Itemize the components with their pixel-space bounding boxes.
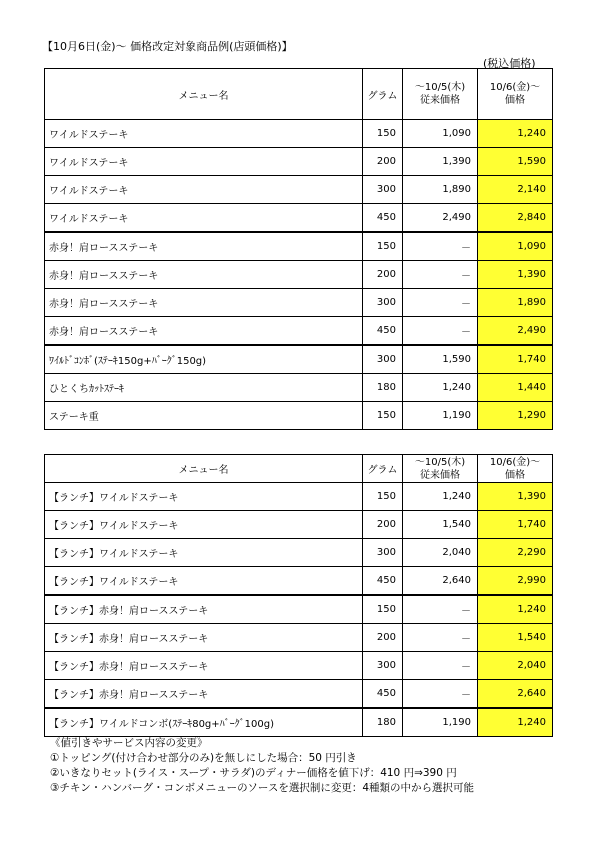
table-row xyxy=(45,652,553,680)
menu-name-cell: 【ランチ】赤身！肩ロースステーキ xyxy=(45,652,363,680)
table-row xyxy=(45,148,553,176)
table-row xyxy=(45,483,553,511)
old-price-cell: 1,190 xyxy=(403,708,478,737)
table-row xyxy=(45,289,553,317)
menu-name-cell: ステーキ重 xyxy=(45,402,363,430)
page-title: 【10月6日(金)～ 価格改定対象商品例(店頭価格)】 xyxy=(42,40,293,53)
gram-cell: 450 xyxy=(363,567,403,596)
table-row xyxy=(45,345,553,374)
menu-name-cell: 【ランチ】ワイルドステーキ xyxy=(45,567,363,596)
new-price-cell: 2,490 xyxy=(478,317,553,346)
new-price-cell: 1,740 xyxy=(478,511,553,539)
gram-cell: 450 xyxy=(363,317,403,346)
notes-section xyxy=(50,736,474,796)
new-price-cell: 1,540 xyxy=(478,624,553,652)
table-row xyxy=(45,539,553,567)
menu-name-cell: 赤身！肩ロースステーキ xyxy=(45,232,363,261)
gram-cell: 450 xyxy=(363,680,403,709)
old-price-cell: 1,090 xyxy=(403,120,478,148)
old-price-cell: － xyxy=(403,680,478,709)
new-price-cell: 1,740 xyxy=(478,345,553,374)
note-item: ②いきなりセット(ライス・スープ・サラダ)のディナー価格を値下げ：410 円⇒390 円 xyxy=(50,767,457,779)
new-price-cell: 1,240 xyxy=(478,595,553,624)
header-new-price: 10/6(金)～ 価格 xyxy=(478,455,553,483)
old-price-cell: － xyxy=(403,595,478,624)
gram-cell: 180 xyxy=(363,374,403,402)
table-row xyxy=(45,511,553,539)
menu-name-cell: 【ランチ】赤身！肩ロースステーキ xyxy=(45,680,363,709)
menu-name-cell: 【ランチ】ワイルドステーキ xyxy=(45,511,363,539)
header-old-price: ～10/5(木) 従来価格 xyxy=(403,455,478,483)
new-price-cell: 1,590 xyxy=(478,148,553,176)
old-price-cell: 1,240 xyxy=(403,483,478,511)
old-price-cell: 1,890 xyxy=(403,176,478,204)
table-row xyxy=(45,708,553,737)
old-price-cell: － xyxy=(403,261,478,289)
new-price-cell: 1,240 xyxy=(478,708,553,737)
gram-cell: 200 xyxy=(363,511,403,539)
gram-cell: 150 xyxy=(363,120,403,148)
menu-name-cell: ﾜｲﾙﾄﾞｺﾝﾎﾞ(ｽﾃｰｷ150g+ﾊﾞｰｸﾞ150g) xyxy=(45,345,363,374)
gram-cell: 300 xyxy=(363,345,403,374)
menu-name-cell: ひとくちｶｯﾄｽﾃｰｷ xyxy=(45,374,363,402)
gram-cell: 300 xyxy=(363,652,403,680)
menu-name-cell: ワイルドステーキ xyxy=(45,176,363,204)
gram-cell: 300 xyxy=(363,539,403,567)
price-table-dinner xyxy=(44,68,553,430)
old-price-cell: 1,240 xyxy=(403,374,478,402)
new-price-cell: 2,990 xyxy=(478,567,553,596)
table-row xyxy=(45,120,553,148)
table-row xyxy=(45,204,553,233)
new-price-cell: 2,040 xyxy=(478,652,553,680)
price-table-lunch xyxy=(44,454,553,737)
table-row xyxy=(45,402,553,430)
menu-name-cell: ワイルドステーキ xyxy=(45,148,363,176)
table-row xyxy=(45,176,553,204)
menu-name-cell: 赤身！肩ロースステーキ xyxy=(45,289,363,317)
header-gram: グラム xyxy=(363,455,403,483)
gram-cell: 150 xyxy=(363,595,403,624)
old-price-cell: 1,390 xyxy=(403,148,478,176)
gram-cell: 200 xyxy=(363,261,403,289)
tax-note: (税込価格) xyxy=(483,57,536,70)
menu-name-cell: ワイルドステーキ xyxy=(45,120,363,148)
old-price-cell: 2,640 xyxy=(403,567,478,596)
new-price-cell: 2,290 xyxy=(478,539,553,567)
table-row xyxy=(45,317,553,346)
menu-name-cell: 【ランチ】赤身！肩ロースステーキ xyxy=(45,595,363,624)
gram-cell: 150 xyxy=(363,402,403,430)
table-header-row xyxy=(45,69,553,120)
menu-name-cell: 【ランチ】ワイルドステーキ xyxy=(45,483,363,511)
old-price-cell: － xyxy=(403,232,478,261)
new-price-cell: 1,390 xyxy=(478,261,553,289)
old-price-cell: 2,490 xyxy=(403,204,478,233)
old-price-cell: － xyxy=(403,317,478,346)
notes-heading: 《値引きやサービス内容の変更》 xyxy=(50,737,208,749)
gram-cell: 300 xyxy=(363,176,403,204)
menu-name-cell: 【ランチ】ワイルドコンボ(ｽﾃｰｷ80g+ﾊﾞｰｸﾞ100g) xyxy=(45,708,363,737)
new-price-cell: 2,640 xyxy=(478,680,553,709)
header-menu: メニュー名 xyxy=(45,455,363,483)
new-price-cell: 1,290 xyxy=(478,402,553,430)
new-price-cell: 1,440 xyxy=(478,374,553,402)
menu-name-cell: 赤身！肩ロースステーキ xyxy=(45,317,363,346)
header-gram: グラム xyxy=(363,69,403,120)
old-price-cell: － xyxy=(403,624,478,652)
menu-name-cell: 【ランチ】赤身！肩ロースステーキ xyxy=(45,624,363,652)
old-price-cell: 1,590 xyxy=(403,345,478,374)
table-header-row xyxy=(45,455,553,483)
table-row xyxy=(45,232,553,261)
header-old-price: ～10/5(木) 従来価格 xyxy=(403,69,478,120)
new-price-cell: 1,890 xyxy=(478,289,553,317)
table-row xyxy=(45,261,553,289)
gram-cell: 180 xyxy=(363,708,403,737)
table-row xyxy=(45,624,553,652)
new-price-cell: 2,140 xyxy=(478,176,553,204)
menu-name-cell: ワイルドステーキ xyxy=(45,204,363,233)
old-price-cell: － xyxy=(403,289,478,317)
menu-name-cell: 【ランチ】ワイルドステーキ xyxy=(45,539,363,567)
table-row xyxy=(45,567,553,596)
new-price-cell: 2,840 xyxy=(478,204,553,233)
gram-cell: 450 xyxy=(363,204,403,233)
table-row xyxy=(45,680,553,709)
table-row xyxy=(45,374,553,402)
gram-cell: 200 xyxy=(363,148,403,176)
old-price-cell: － xyxy=(403,652,478,680)
note-item: ①トッピング(付け合わせ部分のみ)を無しにした場合：50 円引き xyxy=(50,752,357,764)
new-price-cell: 1,390 xyxy=(478,483,553,511)
header-menu: メニュー名 xyxy=(45,69,363,120)
new-price-cell: 1,240 xyxy=(478,120,553,148)
new-price-cell: 1,090 xyxy=(478,232,553,261)
old-price-cell: 1,190 xyxy=(403,402,478,430)
menu-name-cell: 赤身！肩ロースステーキ xyxy=(45,261,363,289)
gram-cell: 150 xyxy=(363,483,403,511)
gram-cell: 300 xyxy=(363,289,403,317)
gram-cell: 200 xyxy=(363,624,403,652)
note-item: ③チキン・ハンバーグ・コンボメニューのソースを選択制に変更：4種類の中から選択可能 xyxy=(50,782,475,794)
gram-cell: 150 xyxy=(363,232,403,261)
table-row xyxy=(45,595,553,624)
header-new-price: 10/6(金)～ 価格 xyxy=(478,69,553,120)
old-price-cell: 1,540 xyxy=(403,511,478,539)
old-price-cell: 2,040 xyxy=(403,539,478,567)
